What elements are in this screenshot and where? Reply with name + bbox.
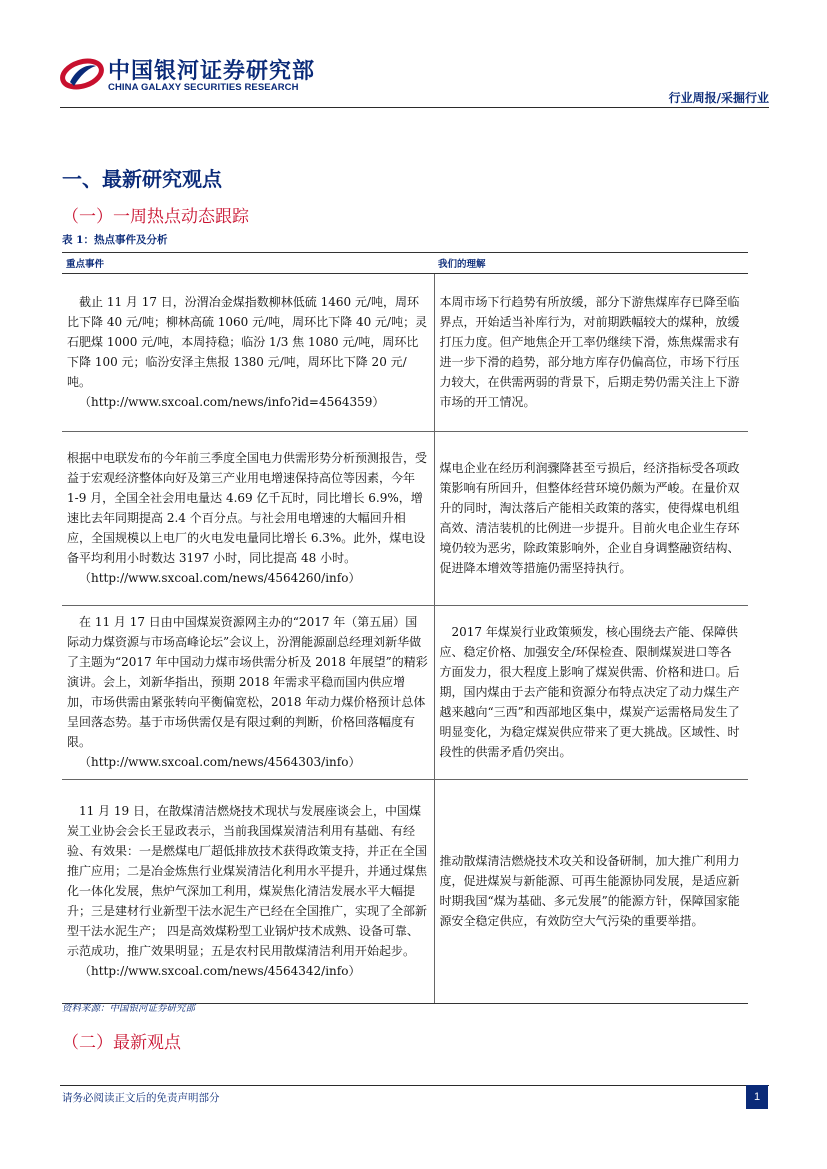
table-row	[62, 780, 748, 1004]
analysis-cell: 本周市场下行趋势有所放缓，部分下游焦煤库存已降至临界点，开始适当补库行为，对前期跌幅较大的煤种，放缓打压力度。但产地焦企开工率仍继续下滑，炼焦煤需求有进一步下滑的趋势，部分地方库存仍偏高位，市场下行压力较大，在供需两弱的背景下，后期走势仍需关注上下游市场的开工情况。	[434, 274, 748, 432]
brand-name-cn: 中国银河证券研究部	[108, 59, 316, 84]
header-divider	[60, 107, 769, 108]
footer-disclaimer: 请务必阅读正文后的免责声明部分	[62, 1092, 220, 1104]
event-source-link[interactable]: （http://www.sxcoal.com/news/4564260/info）	[79, 571, 361, 585]
report-header	[0, 0, 827, 110]
table-row	[62, 274, 748, 432]
table-source-note: 资料来源：中国银河证券研究部	[62, 1003, 196, 1014]
subsection-title-1: （一）一周热点动态跟踪	[62, 207, 249, 227]
report-type: 行业周报/采掘行业	[668, 91, 769, 105]
column-header-event: 重点事件	[62, 253, 434, 274]
page-number: 1	[746, 1085, 768, 1109]
event-cell	[62, 432, 434, 606]
event-text: 在 11 月 17 日由中国煤炭资源网主办的“2017 年（第五届）国际动力煤资源与市场高峰论坛”会议上，汾渭能源副总经理刘新华做了主题为“2017 年中国动力煤市场供需分析及 2018 年展望”的精彩演讲。会上，刘新华指出，预期 2018 年需求平稳而国内供应增加，市场供需由紧张转向平衡偏宽松，2018 年动力煤价格预计总体呈回落态势。基于市场供需仅是有限过剩的判断，价格回落幅度有限。	[67, 615, 428, 749]
column-header-analysis: 我们的理解	[434, 253, 748, 274]
table-caption: 表 1：热点事件及分析	[62, 234, 168, 246]
event-cell	[62, 780, 434, 1004]
table-header-row	[62, 253, 748, 274]
event-source-link[interactable]: （http://www.sxcoal.com/news/info?id=4564359）	[79, 395, 385, 409]
subsection-title-2: （二）最新观点	[62, 1033, 181, 1053]
analysis-cell: 推动散煤清洁燃烧技术攻关和设备研制，加大推广利用力度，促进煤炭与新能源、可再生能源协同发展，是适应新时期我国“煤为基础、多元发展”的能源方针，保障国家能源安全稳定供应，有效防空大气污染的重要举措。	[434, 780, 748, 1004]
footer-divider	[60, 1085, 769, 1086]
table-row	[62, 432, 748, 606]
brand-name-en: CHINA GALAXY SECURITIES RESEARCH	[108, 82, 299, 93]
table-row	[62, 606, 748, 780]
event-source-link[interactable]: （http://www.sxcoal.com/news/4564303/info）	[79, 755, 361, 769]
event-cell	[62, 606, 434, 780]
galaxy-logo-icon	[60, 56, 104, 92]
event-cell	[62, 274, 434, 432]
analysis-cell: 2017 年煤炭行业政策频发，核心围绕去产能、保障供应、稳定价格、加强安全/环保检查、限制煤炭进口等各方面发力，很大程度上影响了煤炭供需、价格和进口。后期，国内煤由于去产能和资源分布特点决定了动力煤生产越来越向“三西”和西部地区集中，煤炭产运需格局发生了明显变化，为稳定煤炭供应带来了更大挑战。区域性、时段性的供需矛盾仍突出。	[434, 606, 748, 780]
event-text: 根据中电联发布的今年前三季度全国电力供需形势分析预测报告，受益于宏观经济整体向好及第三产业用电增速保持高位等因素，今年 1-9 月，全国全社会用电量达 4.69 亿千瓦时，同比增长 6.9%，增速比去年同期提高 2.4 个百分点。与社会用电增速的大幅回升相应，全国规模以上电厂的火电发电量同比增长 6.3%。此外，煤电设备平均利用小时数达 3197 小时，同比提高 48 小时。	[67, 451, 428, 565]
analysis-cell: 煤电企业在经历利润骤降甚至亏损后，经济指标受各项政策影响有所回升，但整体经营环境仍颇为严峻。在量价双升的同时，淘汰落后产能相关政策的落实，使得煤电机组高效、清洁装机的比例进一步提升。目前火电企业生存环境仍较为恶劣，除政策影响外，企业自身调整融资结构、促进降本增效等措施仍需坚持执行。	[434, 432, 748, 606]
hot-events-table	[62, 252, 748, 1004]
event-source-link[interactable]: （http://www.sxcoal.com/news/4564342/info）	[79, 964, 361, 978]
section-title: 一、最新研究观点	[62, 167, 222, 191]
event-text: 截止 11 月 17 日，汾渭冶金煤指数柳林低硫 1460 元/吨，周环比下降 40 元/吨；柳林高硫 1060 元/吨，周环比下降 40 元/吨；灵石肥煤 1000 元/吨，本周持稳；临汾 1/3 焦 1080 元/吨，周环比下降 100 元；临汾安泽主焦报 1380 元/吨，周环比下降 20 元/吨。	[67, 295, 428, 389]
event-text: 11 月 19 日，在散煤清洁燃烧技术现状与发展座谈会上，中国煤炭工业协会会长王显政表示，当前我国煤炭清洁利用有基础、有经验、有效果：一是燃煤电厂超低排放技术获得政策支持，并正在全国推广应用；二是冶金炼焦行业煤炭清洁化利用水平提升，并通过煤焦化一体化发展，焦炉气深加工利用，煤炭焦化清洁发展水平大幅提升；三是建材行业新型干法水泥生产已经在全国推广，实现了全部新型干法水泥生产； 四是高效煤粉型工业锅炉技术成熟、设备可靠、示范成功，推广效果明显；五是农村民用散煤清洁利用开始起步。	[67, 804, 428, 958]
